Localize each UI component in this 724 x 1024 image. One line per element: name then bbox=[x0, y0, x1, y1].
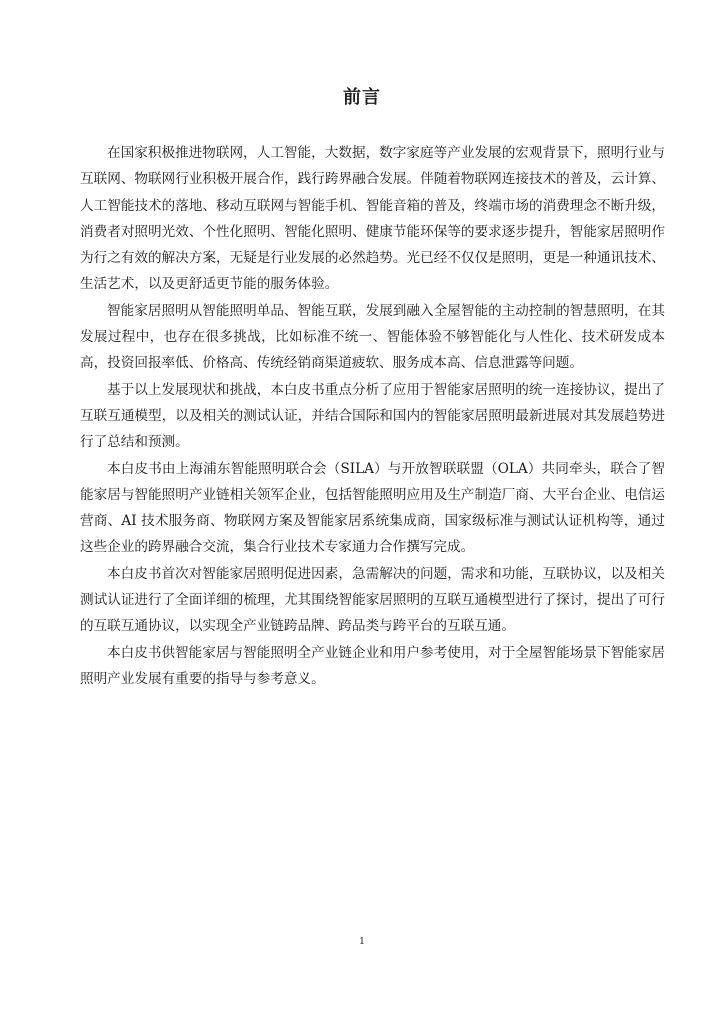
paragraph: 本白皮书供智能家居与智能照明全产业链企业和用户参考使用，对于全屋智能场景下智能家居照明产业发展有重要的指导与参考意义。 bbox=[80, 644, 665, 687]
body-text bbox=[80, 140, 665, 692]
paragraph: 智能家居照明从智能照明单品、智能互联，发展到融入全屋智能的主动控制的智慧照明，在其发展过程中，也存在很多挑战，比如标准不统一、智能体验不够智能化与人性化、技术研发成本高，投资回报率低、价格高、传统经销商渠道疲软、服务成本高、信息泄露等问题。 bbox=[80, 302, 665, 372]
paragraph: 在国家积极推进物联网，人工智能，大数据，数字家庭等产业发展的宏观背景下，照明行业与互联网、物联网行业积极开展合作，践行跨界融合发展。伴随着物联网连接技术的普及，云计算、人工智能技术的落地、移动互联网与智能手机、智能音箱的普及，终端市场的消费理念不断升级，消费者对照明光效、个性化照明、智能化照明、健康节能环保等的要求逐步提升，智能家居照明作为行之有效的解决方案，无疑是行业发展的必然趋势。光已经不仅仅是照明，更是一种通讯技术、生活艺术，以及更舒适更节能的服务体验。 bbox=[80, 145, 665, 293]
paragraph: 本白皮书由上海浦东智能照明联合会（SILA）与开放智联联盟（OLA）共同牵头，联合了智能家居与智能照明产业链相关领军企业，包括智能照明应用及生产制造厂商、大平台企业、电信运营商、AI 技术服务商、物联网方案及智能家居系统集成商，国家级标准与测试认证机构等，通过这些企业的跨界融合交流，集合行业技术专家通力合作撰写完成。 bbox=[80, 460, 665, 556]
page-title: 前言 bbox=[343, 87, 381, 108]
paragraph: 基于以上发展现状和挑战，本白皮书重点分析了应用于智能家居照明的统一连接协议，提出了互联互通模型，以及相关的测试认证，并结合国际和国内的智能家居照明最新进展对其发展趋势进行了总结和预测。 bbox=[80, 381, 665, 451]
paragraph: 本白皮书首次对智能家居照明促进因素，急需解决的问题，需求和功能，互联协议，以及相关测试认证进行了全面详细的梳理，尤其围绕智能家居照明的互联互通模型进行了探讨，提出了可行的互联互通协议，以实现全产业链跨品牌、跨品类与跨平台的互联互通。 bbox=[80, 565, 665, 635]
page-number: 1 bbox=[359, 937, 365, 947]
